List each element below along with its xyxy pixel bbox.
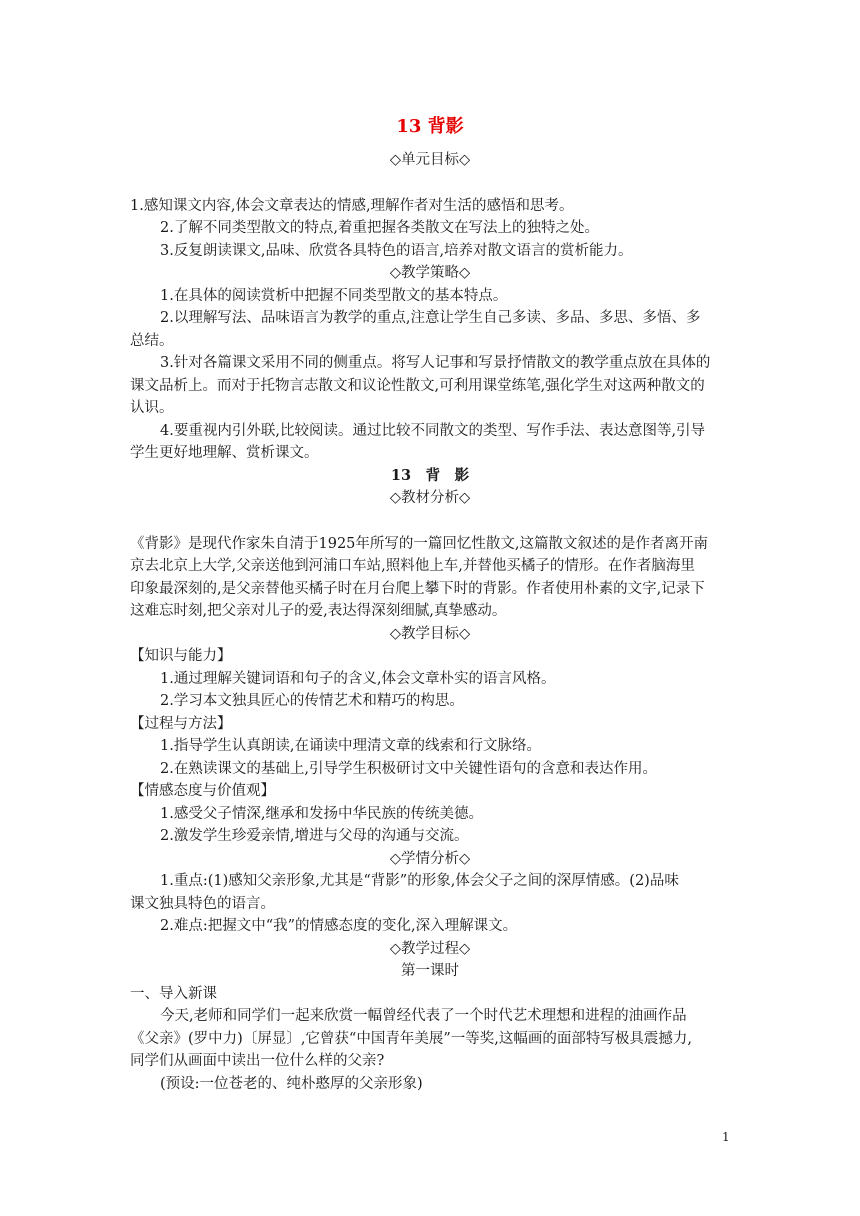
lesson-period: 第一课时 [401,963,459,979]
lesson-title: 13 背 影 [390,467,470,484]
intro-line: 《父亲》(罗中力)〔屏显〕,它曾获“中国青年美展”一等奖,这幅画的面部特写极具震撼力, [130,1031,692,1047]
page-title: 13 背影 [396,116,464,137]
objective-item: 2.在熟读课文的基础上,引导学生积极研讨文中关键性语句的含意和表达作用。 [160,761,657,777]
intro-line: (预设:一位苍老的、纯朴憨厚的父亲形象) [160,1076,423,1092]
strategy-line: 1.在具体的阅读赏析中把握不同类型散文的基本特点。 [160,288,508,304]
strategy-line: 4.要重视内引外联,比较阅读。通过比较不同散文的类型、写作手法、表达意图等,引导 [160,423,706,439]
analysis-line: 2.难点:把握文中“我”的情感态度的变化,深入理解课文。 [160,918,518,934]
objective-item: 1.指导学生认真朗读,在诵读中理清文章的线索和行文脉络。 [160,738,541,754]
heading-unit-goals: ◇单元目标◇ [389,152,471,168]
unit-goal-2: 2.了解不同类型散文的特点,着重把握各类散文在写法上的独特之处。 [160,220,599,236]
intro-line: 今天,老师和同学们一起来欣赏一幅曾经代表了一个时代艺术理想和进程的油画作品 [160,1008,687,1024]
analysis-line: 1.重点:(1)感知父亲形象,尤其是“背影”的形象,体会父子之间的深厚情感。(2)品味 [160,873,679,889]
strategy-line: 认识。 [130,400,174,416]
strategy-line: 3.针对各篇课文采用不同的侧重点。将写人记事和写景抒情散文的教学重点放在具体的 [160,355,711,371]
heading-process: ◇教学过程◇ [389,941,471,957]
strategy-line: 课文品析上。而对于托物言志散文和议论性散文,可利用课堂练笔,强化学生对这两种散文的 [130,378,705,394]
strategy-line: 学生更好地理解、赏析课文。 [130,445,319,461]
heading-material: ◇教材分析◇ [389,490,471,506]
heading-objectives: ◇教学目标◇ [389,626,471,642]
section-heading: 一、导入新课 [130,986,217,1002]
material-line: 印象最深刻的,是父亲替他买橘子时在月台爬上攀下时的背影。作者使用朴素的文字,记录下 [130,581,705,597]
objective-group-title: 【知识与能力】 [130,648,232,664]
page-number: 1 [722,1130,730,1144]
material-line: 京去北京上大学,父亲送他到河浦口车站,照料他上车,并替他买橘子的情形。在作者脑海里 [130,558,695,574]
objective-item: 2.学习本文独具匠心的传情艺术和精巧的构思。 [160,693,464,709]
material-line: 《背影》是现代作家朱自清于1925年所写的一篇回忆性散文,这篇散文叙述的是作者离开南 [130,536,709,552]
analysis-line: 课文独具特色的语言。 [130,896,275,912]
unit-goal-1: 1.感知课文内容,体会文章表达的情感,理解作者对生活的感悟和思考。 [130,198,574,214]
material-line: 这难忘时刻,把父亲对儿子的爱,表达得深刻细腻,真挚感动。 [130,603,507,619]
strategy-line: 总结。 [130,333,174,349]
heading-strategy: ◇教学策略◇ [389,265,471,281]
heading-analysis: ◇学情分析◇ [389,851,471,867]
unit-goal-3: 3.反复朗读课文,品味、欣赏各具特色的语言,培养对散文语言的赏析能力。 [160,243,633,259]
intro-line: 同学们从画面中读出一位什么样的父亲? [130,1053,385,1069]
objective-item: 1.感受父子情深,继承和发扬中华民族的传统美德。 [160,806,483,822]
objective-group-title: 【过程与方法】 [130,716,232,732]
objective-group-title: 【情感态度与价值观】 [130,783,275,799]
objective-item: 1.通过理解关键词语和句子的含义,体会文章朴实的语言风格。 [160,671,556,687]
strategy-line: 2.以理解写法、品味语言为教学的重点,注意让学生自己多读、多品、多思、多悟、多 [160,310,701,326]
objective-item: 2.激发学生珍爱亲情,增进与父母的沟通与交流。 [160,828,469,844]
